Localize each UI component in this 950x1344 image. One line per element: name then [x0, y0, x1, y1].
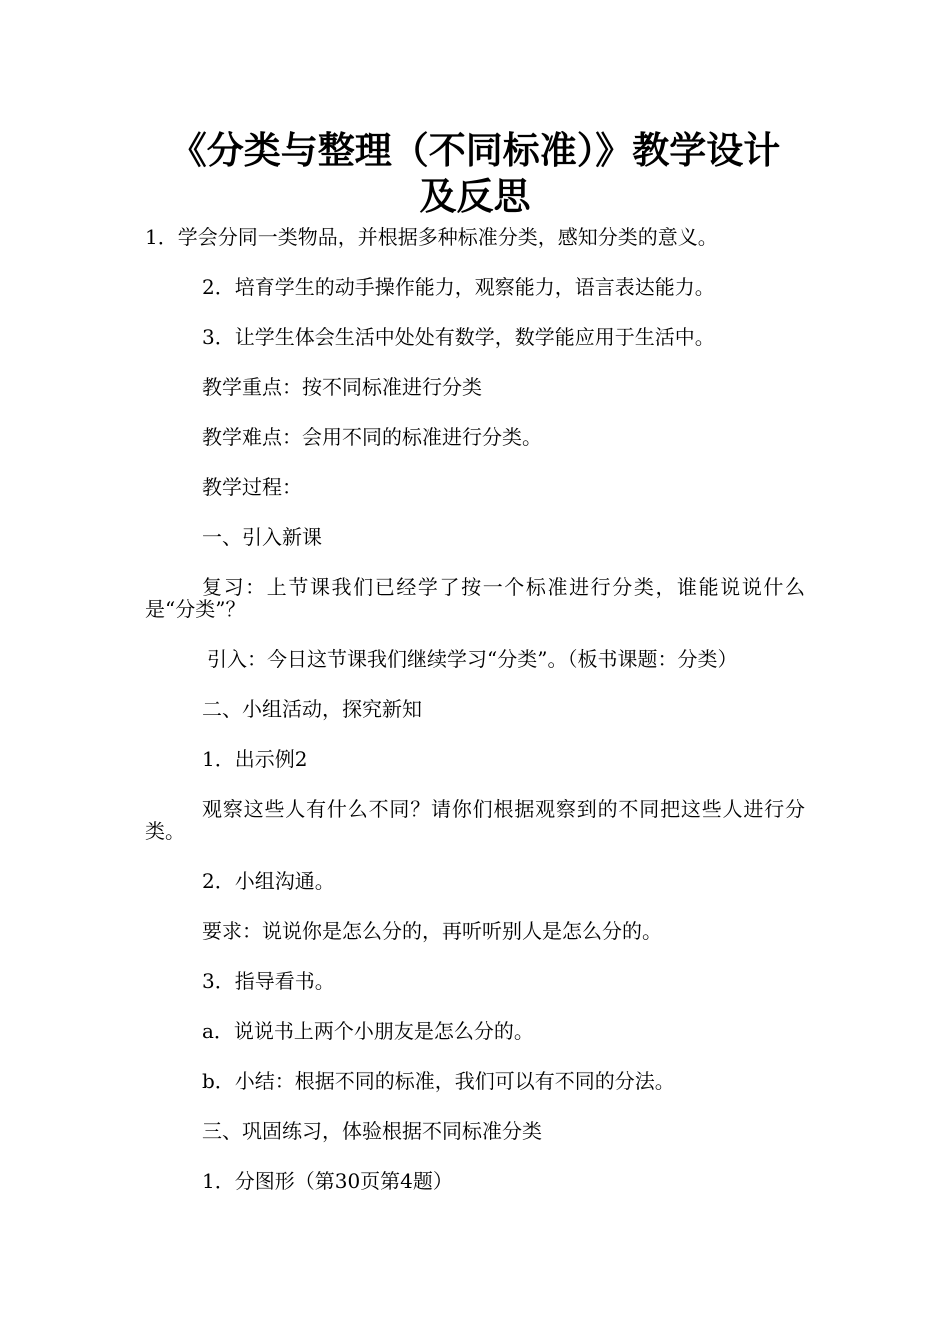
document-title [145, 128, 805, 220]
title-line-2: 及反思 [419, 175, 531, 218]
paragraph-example: 1．出示例2 [202, 747, 308, 771]
paragraph-objective-3: 3．让学生体会生活中处处有数学，数学能应用于生活中。 [202, 325, 715, 349]
document-body [145, 226, 805, 1220]
paragraph-item-b: b．小结：根据不同的标准，我们可以有不同的分法。 [202, 1069, 675, 1093]
paragraph-key-point: 教学重点：按不同标准进行分类 [202, 375, 482, 399]
paragraph-objective-2: 2．培育学生的动手操作能力，观察能力，语言表达能力。 [202, 275, 715, 299]
paragraph-introduce: 引入：今日这节课我们继续学习“分类”。（板书课题：分类） [207, 647, 738, 671]
paragraph-requirement: 要求：说说你是怎么分的，再听听别人是怎么分的。 [202, 919, 662, 943]
paragraph-group-talk: 2．小组沟通。 [202, 869, 335, 893]
paragraph-objective-1: 1．学会分同一类物品，并根据多种标准分类，感知分类的意义。 [145, 225, 718, 249]
section-heading-2: 二、小组活动，探究新知 [202, 697, 422, 721]
paragraph-read-book: 3．指导看书。 [202, 969, 335, 993]
paragraph-observe: 观察这些人有什么不同？请你们根据观察到的不同把这些人进行分类。 [145, 797, 805, 843]
section-heading-3: 三、巩固练习，体验根据不同标准分类 [202, 1119, 542, 1143]
paragraph-review: 复习：上节课我们已经学了按一个标准进行分类，谁能说说什么是“分类”？ [145, 575, 805, 621]
paragraph-item-a: a．说说书上两个小朋友是怎么分的。 [202, 1019, 534, 1043]
paragraph-difficulty: 教学难点：会用不同的标准进行分类。 [202, 425, 542, 449]
paragraph-process-heading: 教学过程： [202, 475, 302, 499]
section-heading-1: 一、引入新课 [202, 525, 322, 549]
paragraph-exercise-1: 1．分图形（第30页第4题） [202, 1169, 453, 1193]
title-line-1: 《分类与整理（不同标准）》教学设计 [169, 129, 781, 172]
